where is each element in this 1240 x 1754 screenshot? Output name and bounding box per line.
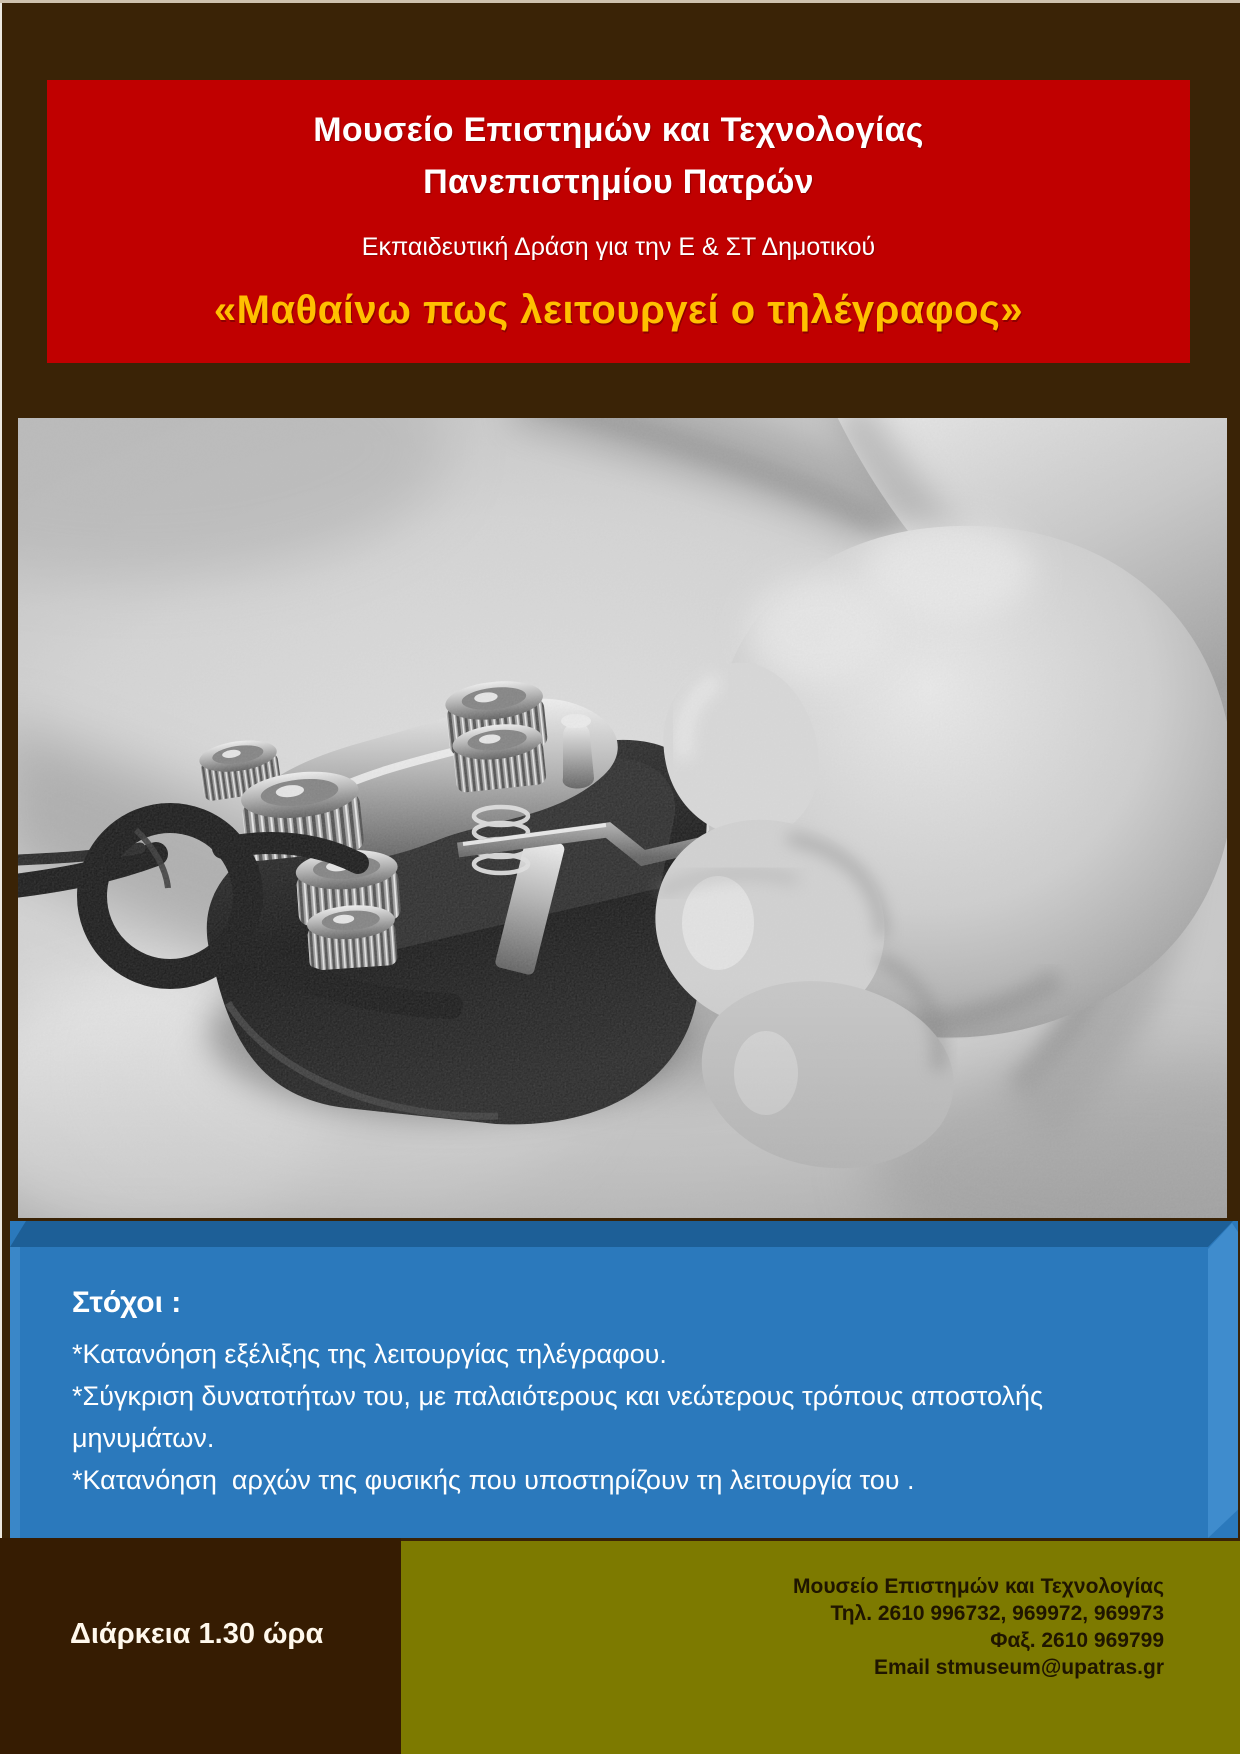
contact-phone: Τηλ. 2610 996732, 969972, 969973	[830, 1602, 1164, 1625]
museum-title-line1: Μουσείο Επιστημών και Τεχνολογίας	[313, 111, 924, 149]
photo-grain	[18, 418, 1227, 1218]
museum-title-line2: Πανεπιστημίου Πατρών	[423, 163, 814, 201]
objectives-content	[10, 1221, 1238, 1538]
objectives-heading: Στόχοι :	[72, 1286, 182, 1319]
objective-item-3: *Κατανόηση αρχών της φυσικής που υποστηρίζουν τη λειτουργία του .	[72, 1465, 915, 1495]
duration-text: Διάρκεια 1.30 ώρα	[70, 1618, 324, 1650]
museum-title	[47, 104, 1190, 208]
telegraph-photo-illustration	[18, 418, 1227, 1218]
contact-panel	[401, 1541, 1240, 1754]
activity-subtitle: Εκπαιδευτική Δράση για την Ε & ΣΤ Δημοτικού	[361, 233, 876, 261]
telegraph-key-photo	[18, 418, 1227, 1218]
top-banner	[47, 80, 1190, 363]
objectives-panel	[10, 1221, 1238, 1538]
contact-fax: Φαξ. 2610 969799	[990, 1629, 1164, 1652]
contact-email: Email stmuseum@upatras.gr	[873, 1656, 1164, 1679]
duration-panel	[0, 1538, 401, 1754]
contact-organization: Μουσείο Επιστημών και Τεχνολογίας	[793, 1575, 1164, 1598]
objective-item-1: *Κατανόηση εξέλιξης της λειτουργίας τηλέγραφου.	[72, 1339, 667, 1369]
objective-item-2: *Σύγκριση δυνατοτήτων του, με παλαιότερους και νεώτερους τρόπους αποστολής μηνυμάτων.	[72, 1381, 1051, 1453]
program-title: «Μαθαίνω πως λειτουργεί ο τηλέγραφος»	[213, 288, 1024, 332]
